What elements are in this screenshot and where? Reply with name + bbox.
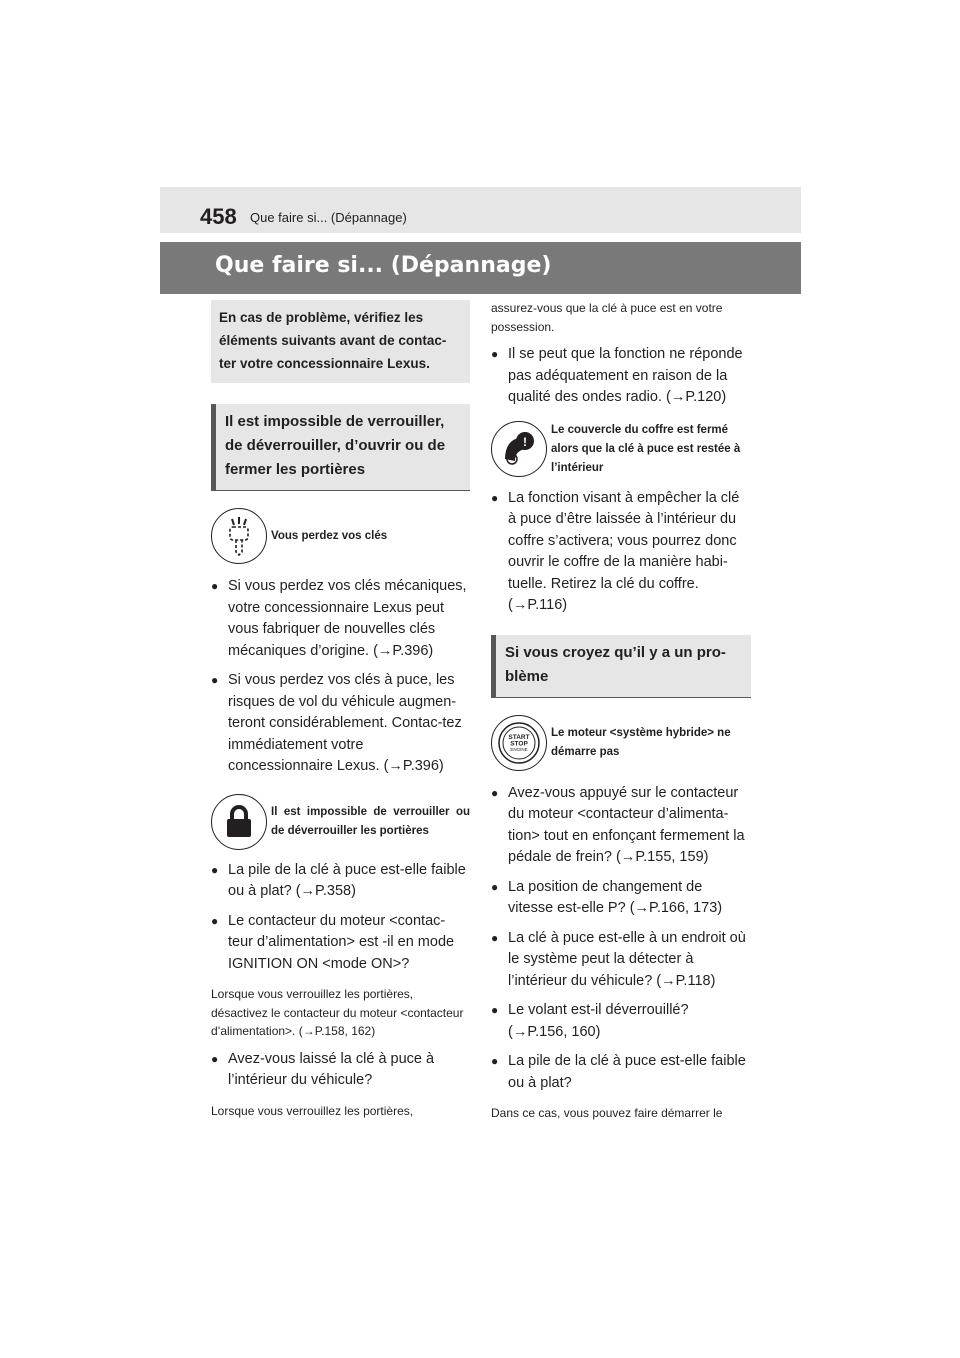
list-item: ● La fonction visant à empêcher la clé à puce d’être laissée à l’intérieur du coffre s’activera; vous pourrez donc ouvrir le coffre de la manière habi-tuelle. Retirez la clé du coffre. (→P.116) xyxy=(491,488,751,617)
icon-text-stop: STOP xyxy=(510,740,528,747)
bullet-icon: ● xyxy=(491,785,499,800)
bullet-icon: ● xyxy=(211,913,219,928)
start-stop-engine-icon xyxy=(491,715,547,771)
icon-text-engine: ENGINE xyxy=(510,746,528,752)
list-item: ● La clé à puce est-elle à un endroit où le système peut la détecter à l’intérieur du véhicule? (→P.118) xyxy=(491,928,751,993)
lock-icon xyxy=(211,794,267,850)
bullet-icon: ● xyxy=(491,930,499,945)
trunk-caption: Le couvercle du coffre est fermé alors que la clé à puce est restée à l’intérieur xyxy=(551,423,741,474)
svg-text:!: ! xyxy=(523,435,527,449)
bullet-icon: ● xyxy=(211,862,219,877)
bullet-icon: ● xyxy=(211,673,219,687)
subsection-engine xyxy=(491,715,751,771)
list-item: ● La position de changement de vitesse est-elle P? (→P.166, 173) xyxy=(491,877,751,920)
left-column xyxy=(211,300,470,1120)
bullet-icon: ● xyxy=(491,490,499,505)
note-text: Lorsque vous verrouillez les portières, désactivez le contacteur du moteur <contacteur d’alimentation>. (→P.158, 162) xyxy=(211,987,464,1038)
list-item: ● Avez-vous appuyé sur le contacteur du moteur <contacteur d’alimenta-tion> tout en enfonçant fermement la pédale de frein? (→P.155, 159) xyxy=(491,783,751,869)
list-item: ● La pile de la clé à puce est-elle faible ou à plat? (→P.358) xyxy=(211,860,470,903)
trunk-warning-icon xyxy=(491,421,547,477)
bullet-icon: ● xyxy=(491,1054,499,1068)
subsection-trunk xyxy=(491,421,751,478)
key-icon xyxy=(211,508,267,564)
intro-box: En cas de problème, vérifiez les éléments suivants avant de contac-ter votre concessionnaire Lexus. xyxy=(211,300,470,383)
page-number: 458 xyxy=(200,204,237,229)
list-item: ● Si vous perdez vos clés mécaniques, votre concessionnaire Lexus peut vous fabriquer de nouvelles clés mécaniques d’origine. (→P.396) xyxy=(211,576,470,662)
lost-keys-caption: Vous perdez vos clés xyxy=(271,529,388,542)
page-title: Que faire si... (Dépannage) xyxy=(215,253,552,278)
list-item: ● Avez-vous laissé la clé à puce à l’intérieur du véhicule? xyxy=(211,1049,470,1092)
bullet-icon: ● xyxy=(211,1051,219,1066)
bullet-icon: ● xyxy=(491,879,499,894)
list-item: ● La pile de la clé à puce est-elle faible ou à plat? xyxy=(491,1051,751,1094)
cannot-lock-caption: Il est impossible de verrouiller ou de déverrouiller les portières xyxy=(271,805,470,837)
note-text: Dans ce cas, vous pouvez faire démarrer le xyxy=(491,1106,723,1120)
engine-caption: Le moteur <système hybride> ne démarre pas xyxy=(551,726,731,758)
subsection-cannot-lock xyxy=(211,794,470,850)
list-item: ● Le contacteur du moteur <contac-teur d’alimentation> est -il en mode IGNITION ON <mode ON>? xyxy=(211,911,470,976)
bullet-icon: ● xyxy=(491,347,499,361)
bullet-icon: ● xyxy=(211,579,219,593)
note-text: assurez-vous que la clé à puce est en votre possession. xyxy=(491,301,723,334)
list-item: ● Si vous perdez vos clés à puce, les risques de vol du véhicule augmen-teront considérablement. Contac-tez immédiatement votre concessionnaire Lexus. (→P.396) xyxy=(211,670,470,778)
list-item: ● Le volant est-il déverrouillé? (→P.156, 160) xyxy=(491,1000,751,1043)
right-column xyxy=(491,300,751,1123)
running-title: Que faire si... (Dépannage) xyxy=(250,210,407,225)
subsection-lost-keys xyxy=(211,508,470,564)
section-heading-doors: Il est impossible de verrouiller, de déverrouiller, d’ouvrir ou de fermer les portières xyxy=(211,404,470,491)
bullet-icon: ● xyxy=(491,1003,499,1017)
note-text: Lorsque vous verrouillez les portières, xyxy=(211,1103,414,1118)
list-item: ● Il se peut que la fonction ne réponde pas adéquatement en raison de la qualité des ondes radio. (→P.120) xyxy=(491,344,751,409)
section-heading-problem: Si vous croyez qu’il y a un pro-blème xyxy=(491,635,751,698)
icon-text-start: START xyxy=(508,733,530,741)
